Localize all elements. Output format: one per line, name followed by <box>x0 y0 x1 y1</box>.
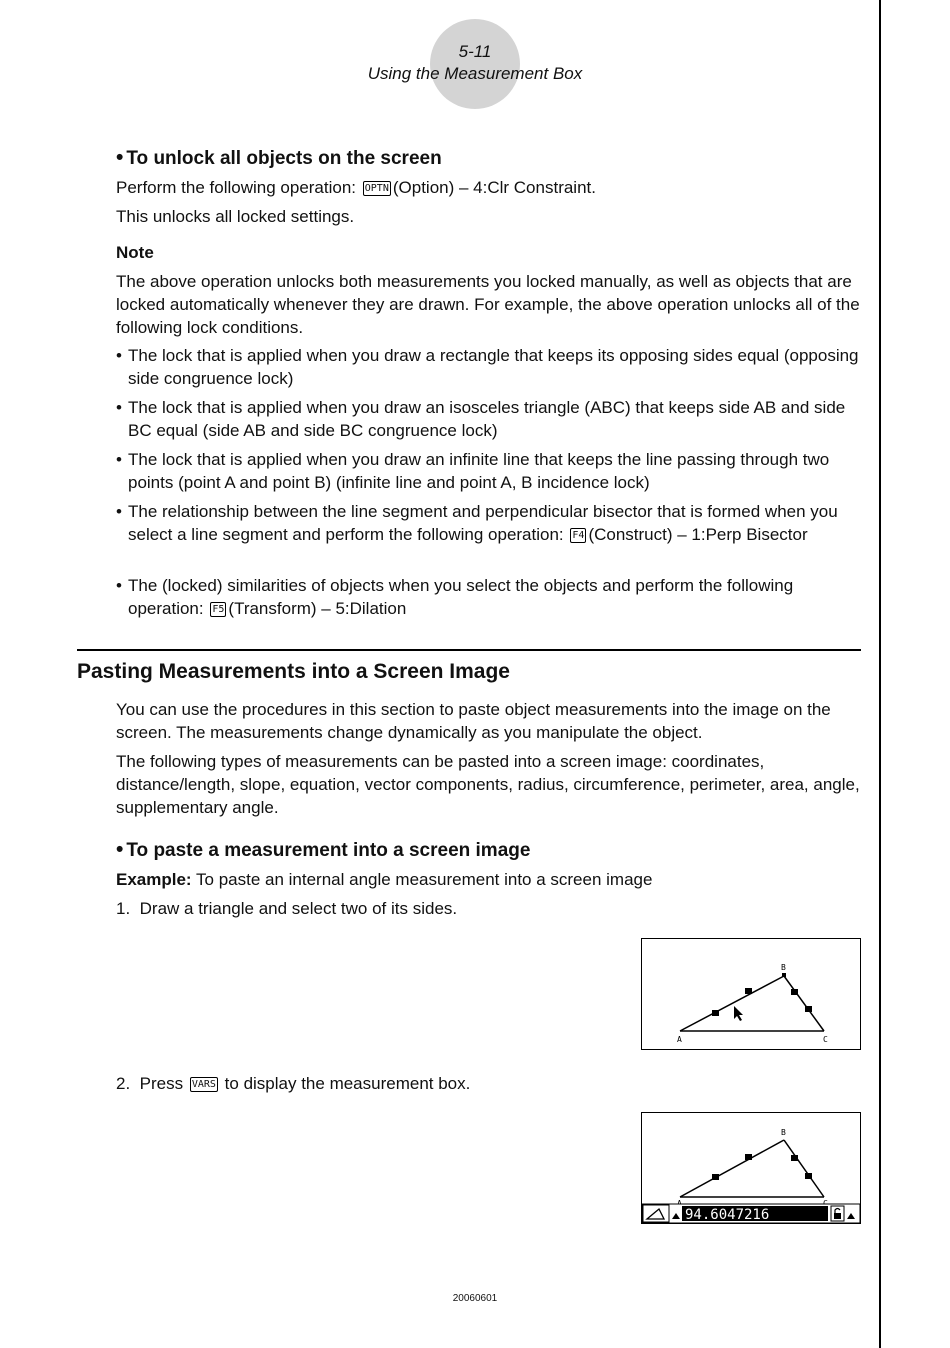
example-line <box>116 868 861 891</box>
paste-intro: You can use the procedures in this section to paste object measurements into the image on the screen. The measurements change dynamically as you manipulate the object. <box>116 700 831 742</box>
operation-prefix: Perform the following operation: <box>116 178 357 197</box>
bullet-icon: • <box>116 346 122 365</box>
step-number: 2. <box>116 1074 131 1093</box>
list-item-text: The lock that is applied when you draw a rectangle that keeps its opposing sides equal (opposing side congruence lock) <box>128 346 859 388</box>
point-label: A <box>677 1035 682 1044</box>
list-item-text: The relationship between the line segment and perpendicular bisector that is formed when you select a line segment and perform the following operation: <box>128 502 838 544</box>
lock-list-item <box>116 574 861 620</box>
bullet-icon: • <box>116 576 122 595</box>
paste-heading-text: To paste a measurement into a screen image <box>126 840 531 861</box>
measurement-types: The following types of measurements can be pasted into a screen image: coordinates, distance/length, slope, equation, vector components, radius, circumference, perimeter, area, angle, supplementary angle. <box>116 752 860 817</box>
triangle-with-measurement <box>642 1113 860 1223</box>
note-label: Note <box>116 243 154 262</box>
footer-code: 20060601 <box>452 1293 498 1304</box>
chapter-title: Using the Measurement Box <box>367 64 583 83</box>
unlock-heading <box>116 146 442 170</box>
calculator-screen-1 <box>641 938 861 1050</box>
lock-list-item <box>116 448 861 494</box>
lock-list-item <box>116 344 861 390</box>
bullet-icon: • <box>116 398 122 417</box>
calculator-screen-2 <box>641 1112 861 1224</box>
list-item-text-suffix: (Construct) – 1:Perp Bisector <box>588 525 808 544</box>
example-text: To paste an internal angle measurement into a screen image <box>196 870 653 889</box>
measurement-value: 94.6047216 <box>685 1207 770 1223</box>
bullet-dot: • <box>116 146 124 169</box>
section-title: Pasting Measurements into a Screen Image <box>77 660 510 683</box>
lock-list-item <box>116 396 861 442</box>
unlock-heading-text: To unlock all objects on the screen <box>126 148 442 169</box>
step-text: Draw a triangle and select two of its sides. <box>139 899 458 918</box>
list-item-text-suffix: (Transform) – 5:Dilation <box>228 599 407 618</box>
list-item-text: The lock that is applied when you draw an isosceles triangle (ABC) that keeps side AB and side BC equal (side AB and side BC congruence lock) <box>128 398 846 440</box>
f4-key-icon: F4 <box>572 530 585 541</box>
unlock-operation <box>116 176 861 199</box>
point-label: B <box>781 1128 786 1137</box>
step-2 <box>116 1072 861 1095</box>
operation-suffix: (Option) – 4:Clr Constraint. <box>392 178 596 197</box>
point-label: C <box>823 1035 828 1044</box>
bullet-dot: • <box>116 838 124 861</box>
step-text-suffix: to display the measurement box. <box>224 1074 471 1093</box>
page-edge-rule <box>879 0 881 1348</box>
point-label: B <box>781 963 786 972</box>
step-number: 1. <box>116 899 131 918</box>
paste-heading <box>116 838 530 862</box>
lock-list-item <box>116 500 861 546</box>
list-item-text: The lock that is applied when you draw an infinite line that keeps the line passing through two points (point A and point B) (infinite line and point A, B incidence lock) <box>128 450 830 492</box>
bullet-icon: • <box>116 450 122 469</box>
example-label: Example: <box>116 870 192 889</box>
step-text: Press <box>139 1074 184 1093</box>
page-number: 5-11 <box>458 42 492 61</box>
optn-key-icon: OPTN <box>364 183 389 194</box>
list-item-text: The (locked) similarities of objects when you select the objects and perform the following operation: <box>128 576 794 618</box>
unlock-result: This unlocks all locked settings. <box>116 207 355 226</box>
bullet-icon: • <box>116 502 122 521</box>
cursor-arrow-icon <box>734 1006 743 1021</box>
triangle-figure <box>642 939 860 1049</box>
lock-icon <box>831 1206 844 1221</box>
vars-key-icon: VARS <box>191 1079 216 1090</box>
angle-measure-icon <box>643 1205 669 1222</box>
step-1 <box>116 897 861 920</box>
section-divider <box>77 649 861 651</box>
note-text: The above operation unlocks both measurements you locked manually, as well as objects that are locked automatically whenever they are drawn. For example, the above operation unlocks all of the following lock conditions. <box>116 272 860 337</box>
f5-key-icon: F5 <box>212 604 225 615</box>
